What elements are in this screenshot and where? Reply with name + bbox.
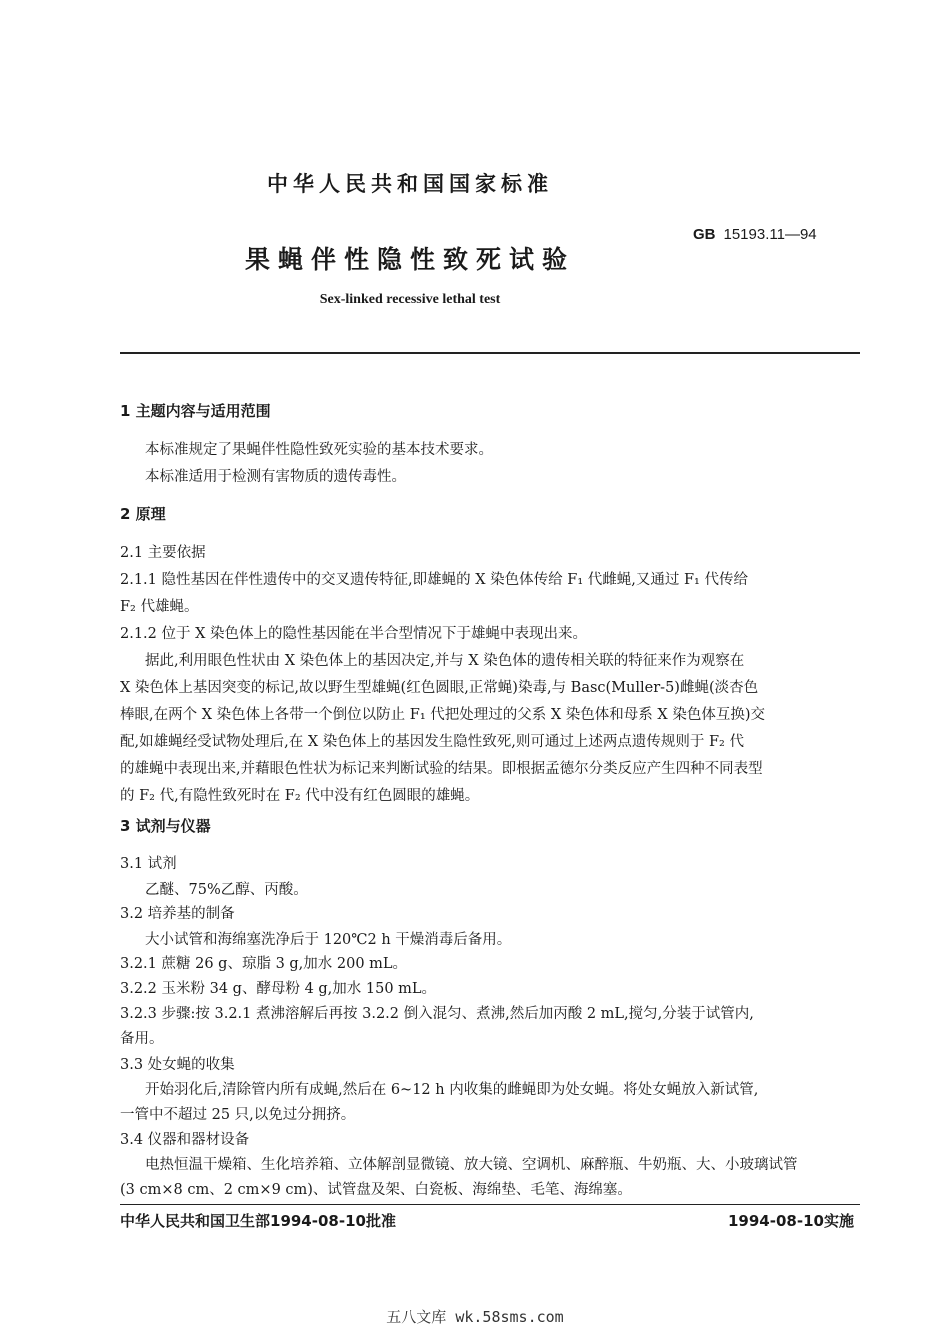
clause-3-2-2: 3.2.2 玉米粉 34 g、酵母粉 4 g,加水 150 mL。 bbox=[120, 981, 437, 997]
clause-2-1-2: 2.1.2 位于 X 染色体上的隐性基因能在半合型情况下于雄蝇中表现出来。 bbox=[120, 626, 588, 642]
clause-3-4-line-2: (3 cm×8 cm、2 cm×9 cm)、试管盘及架、白瓷板、海绵垫、毛笔、海绵塞。 bbox=[120, 1182, 632, 1198]
principle-para-line-5: 的雄蝇中表现出来,并藉眼色性状为标记来判断试验的结果。即根据孟德尔分类反应产生四种不同表型 bbox=[120, 761, 763, 777]
section-2-title: 2 原理 bbox=[120, 505, 166, 523]
clause-3-3-line-2: 一管中不超过 25 只,以免过分拥挤。 bbox=[120, 1107, 356, 1123]
header-rule bbox=[120, 352, 860, 354]
principle-para-line-3: 棒眼,在两个 X 染色体上各带一个倒位以防止 F₁ 代把处理过的父系 X 染色体和母系 X 染色体互换)交 bbox=[120, 707, 765, 723]
standard-code: 15193.11—94 bbox=[723, 226, 817, 243]
clause-2-1-1-line-1: 2.1.1 隐性基因在伴性遗传中的交叉遗传特征,即雄蝇的 X 染色体传给 F₁ 代雌蝇,又通过 F₁ 代传给 bbox=[120, 572, 748, 588]
clause-3-4: 3.4 仪器和器材设备 bbox=[120, 1132, 250, 1148]
clause-3-1-text: 乙醚、75%乙醇、丙酸。 bbox=[145, 882, 308, 898]
clause-3-4-line-1: 电热恒温干燥箱、生化培养箱、立体解剖显微镜、放大镜、空调机、麻醉瓶、牛奶瓶、大、小玻璃试管 bbox=[145, 1157, 798, 1173]
standard-title: 中华人民共和国国家标准 bbox=[267, 172, 553, 196]
watermark: 五八文库 wk.58sms.com bbox=[386, 1308, 564, 1326]
clause-2-1: 2.1 主要依据 bbox=[120, 545, 206, 561]
footer-rule bbox=[120, 1204, 860, 1205]
principle-para-line-2: X 染色体上基因突变的标记,故以野生型雄蝇(红色圆眼,正常蝇)染毒,与 Basc(Muller-5)雌蝇(淡杏色 bbox=[120, 680, 759, 696]
clause-3-2-text: 大小试管和海绵塞洗净后于 120℃2 h 干燥消毒后备用。 bbox=[145, 932, 512, 948]
section-1-para-1: 本标准规定了果蝇伴性隐性致死实验的基本技术要求。 bbox=[145, 442, 493, 458]
clause-3-3: 3.3 处女蝇的收集 bbox=[120, 1057, 235, 1073]
approval-line: 中华人民共和国卫生部1994-08-10批准 bbox=[120, 1212, 396, 1230]
english-title: Sex-linked recessive lethal test bbox=[319, 292, 501, 307]
effective-date: 1994-08-10实施 bbox=[728, 1212, 854, 1230]
clause-3-3-line-1: 开始羽化后,清除管内所有成蝇,然后在 6~12 h 内收集的雌蝇即为处女蝇。将处女蝇放入新试管, bbox=[145, 1082, 759, 1098]
principle-para-line-4: 配,如雄蝇经受试物处理后,在 X 染色体上的基因发生隐性致死,则可通过上述两点遗传规则于 F₂ 代 bbox=[120, 734, 744, 750]
clause-2-1-1-line-2: F₂ 代雄蝇。 bbox=[120, 599, 199, 615]
clause-3-2-1: 3.2.1 蔗糖 26 g、琼脂 3 g,加水 200 mL。 bbox=[120, 956, 408, 972]
clause-3-2-3-line-2: 备用。 bbox=[120, 1031, 164, 1047]
standard-prefix: GB bbox=[693, 226, 716, 243]
section-1-title: 1 主题内容与适用范围 bbox=[120, 402, 271, 420]
section-1-para-2: 本标准适用于检测有害物质的遗传毒性。 bbox=[145, 469, 406, 485]
principle-para-line-1: 据此,利用眼色性状由 X 染色体上的基因决定,并与 X 染色体的遗传相关联的特征来作为观察在 bbox=[145, 653, 745, 669]
document-title: 果蝇伴性隐性致死试验 bbox=[244, 245, 575, 274]
principle-para-line-6: 的 F₂ 代,有隐性致死时在 F₂ 代中没有红色圆眼的雄蝇。 bbox=[120, 788, 480, 804]
clause-3-1: 3.1 试剂 bbox=[120, 856, 177, 872]
clause-3-2-3-line-1: 3.2.3 步骤:按 3.2.1 煮沸溶解后再按 3.2.2 倒入混匀、煮沸,然后加丙酸 2 mL,搅匀,分装于试管内, bbox=[120, 1006, 754, 1022]
clause-3-2: 3.2 培养基的制备 bbox=[120, 906, 235, 922]
section-3-title: 3 试剂与仪器 bbox=[120, 817, 211, 835]
